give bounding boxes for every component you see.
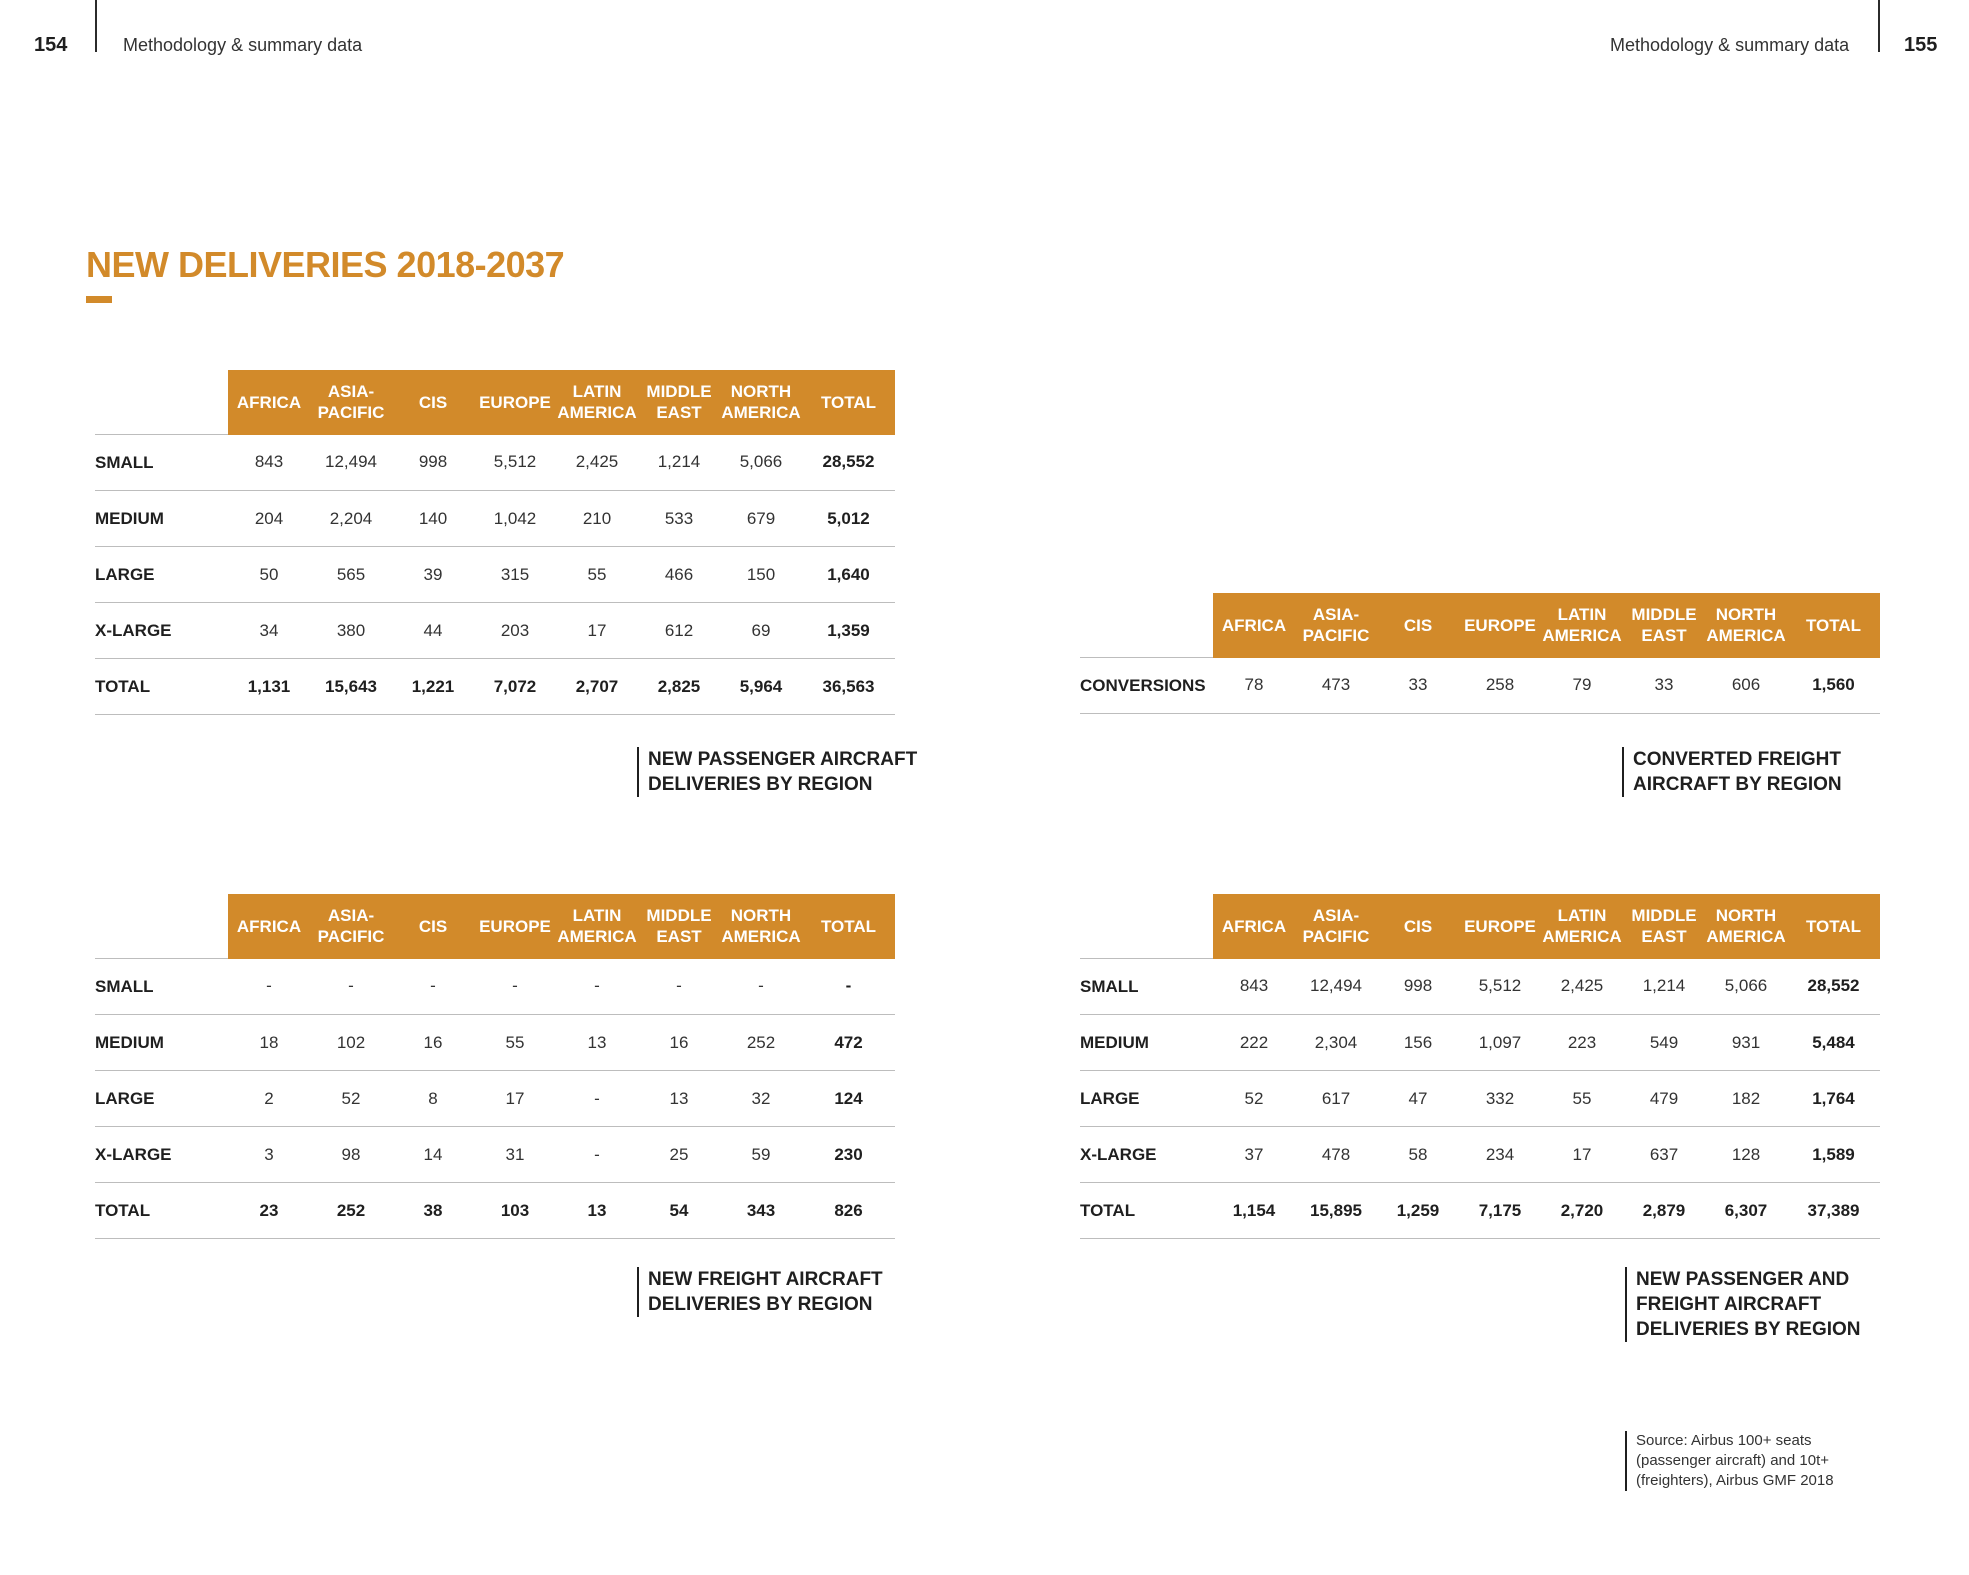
column-header-line: AFRICA [1221,916,1287,936]
column-header-line: AMERICA [721,927,801,947]
header-corner [1080,894,1213,959]
table-cell: 252 [310,1183,392,1239]
column-header [802,894,895,959]
conversions-table [1080,593,1880,714]
header-corner [95,894,228,959]
column-header-line: PACIFIC [1302,927,1370,947]
table-cell: 5,512 [1459,959,1541,1015]
column-header-line: MIDDLE [646,382,712,402]
table-row [95,1183,895,1239]
table-row [1080,1127,1880,1183]
table-cell: 466 [638,547,720,603]
table-cell: 25 [638,1127,720,1183]
table-cell: 182 [1705,1071,1787,1127]
table-cell: 252 [720,1015,802,1071]
table-cell: 98 [310,1127,392,1183]
column-header-line: CIS [1403,615,1433,635]
table-cell: 69 [720,603,802,659]
table-cell: 47 [1377,1071,1459,1127]
table-cell: 549 [1623,1015,1705,1071]
table-cell: 2,879 [1623,1183,1705,1239]
header-corner [1080,593,1213,658]
column-header [474,370,556,435]
table-row [95,603,895,659]
header-divider-right [1878,0,1880,52]
table-cell: 617 [1295,1071,1377,1127]
table-cell: 343 [720,1183,802,1239]
table-cell: - [228,959,310,1015]
column-header [1213,894,1295,959]
table-cell: 17 [1541,1127,1623,1183]
table-cell: 679 [720,491,802,547]
left-page-number: 154 [34,34,68,56]
table-cell: 150 [720,547,802,603]
table-cell: 39 [392,547,474,603]
caption-line: FREIGHT AIRCRAFT [1636,1294,1822,1315]
column-header [1787,593,1880,658]
column-header-line: AMERICA [721,403,801,423]
table-cell: 34 [228,603,310,659]
table-cell: 140 [392,491,474,547]
column-header [228,894,310,959]
column-header-line: EAST [1641,927,1687,947]
column-header [1377,593,1459,658]
table-cell: 380 [310,603,392,659]
table-cell: 843 [228,435,310,491]
header-divider-left [95,0,97,52]
table-cell: 23 [228,1183,310,1239]
column-header [720,370,802,435]
table-cell: 606 [1705,658,1787,714]
column-header-line: AMERICA [557,403,637,423]
row-label: MEDIUM [95,491,228,547]
table-cell: 37 [1213,1127,1295,1183]
passenger-deliveries-table [95,370,895,715]
title-accent-dash [86,296,112,303]
caption-line: CONVERTED FREIGHT [1633,749,1841,770]
row-label: TOTAL [1080,1183,1213,1239]
passenger-table-caption [637,747,917,797]
table-cell: 332 [1459,1071,1541,1127]
column-header [1295,593,1377,658]
table-cell: 8 [392,1071,474,1127]
table-cell: - [392,959,474,1015]
table-cell: 14 [392,1127,474,1183]
table-row [1080,1071,1880,1127]
row-label: LARGE [95,547,228,603]
table-cell: 38 [392,1183,474,1239]
table-cell: 565 [310,547,392,603]
table-row [95,1071,895,1127]
row-label: LARGE [1080,1071,1213,1127]
table-cell: 1,259 [1377,1183,1459,1239]
table-cell: 612 [638,603,720,659]
table-cell: 2,707 [556,659,638,715]
column-header-line: LATIN [572,382,622,402]
row-label: TOTAL [95,659,228,715]
column-header [1623,894,1705,959]
row-total-cell: 472 [802,1015,895,1071]
right-page-number: 155 [1904,34,1938,56]
row-label: X-LARGE [1080,1127,1213,1183]
row-label: SMALL [95,435,228,491]
combined-deliveries-table [1080,894,1880,1239]
table-cell: - [556,1071,638,1127]
table-cell: 1,214 [1623,959,1705,1015]
table-cell: 2,204 [310,491,392,547]
table-cell: 931 [1705,1015,1787,1071]
table-cell: - [720,959,802,1015]
column-header-line: TOTAL [820,916,877,936]
row-total-cell: 28,552 [1787,959,1880,1015]
column-header-line: ASIA- [327,906,375,926]
right-running-head: Methodology & summary data [1610,35,1850,55]
table-row [95,435,895,491]
row-total-cell: - [802,959,895,1015]
column-header-line: AFRICA [236,916,302,936]
row-total-cell: 230 [802,1127,895,1183]
table-cell: 998 [392,435,474,491]
column-header-line: AFRICA [236,392,302,412]
table-cell: 33 [1623,658,1705,714]
column-header-line: AFRICA [1221,615,1287,635]
row-total-cell: 37,389 [1787,1183,1880,1239]
source-line: (freighters), Airbus GMF 2018 [1636,1472,1834,1489]
row-total-cell: 28,552 [802,435,895,491]
row-label: X-LARGE [95,603,228,659]
table-cell: - [310,959,392,1015]
column-header [1213,593,1295,658]
freight-table-caption [637,1267,883,1317]
table-cell: 5,066 [720,435,802,491]
caption-line: DELIVERIES BY REGION [1636,1319,1861,1340]
row-total-cell: 826 [802,1183,895,1239]
table-cell: 479 [1623,1071,1705,1127]
table-cell: 32 [720,1071,802,1127]
header-corner [95,370,228,435]
caption-line: AIRCRAFT BY REGION [1633,774,1842,795]
column-header [556,370,638,435]
table-cell: 203 [474,603,556,659]
column-header [1705,894,1787,959]
source-note [1625,1431,1834,1491]
column-header [1295,894,1377,959]
column-header [1623,593,1705,658]
table-cell: 2,304 [1295,1015,1377,1071]
table-cell: 12,494 [1295,959,1377,1015]
table-cell: 13 [556,1015,638,1071]
table-cell: 52 [1213,1071,1295,1127]
row-label: SMALL [95,959,228,1015]
column-header-line: ASIA- [1312,906,1360,926]
column-header-line: NORTH [1715,906,1777,926]
table-cell: 2,425 [556,435,638,491]
table-cell: 13 [638,1071,720,1127]
column-header [1459,894,1541,959]
table-cell: 7,175 [1459,1183,1541,1239]
column-header-line: EAST [656,927,702,947]
table-cell: 1,097 [1459,1015,1541,1071]
column-header-line: LATIN [1557,906,1607,926]
table-row [1080,658,1880,714]
column-header-line: CIS [418,916,448,936]
column-header [720,894,802,959]
table-cell: 58 [1377,1127,1459,1183]
column-header-line: LATIN [1557,605,1607,625]
column-header-line: TOTAL [820,392,877,412]
table-cell: 7,072 [474,659,556,715]
table-cell: 315 [474,547,556,603]
table-cell: 15,895 [1295,1183,1377,1239]
table-cell: 2,720 [1541,1183,1623,1239]
row-label: MEDIUM [1080,1015,1213,1071]
column-header-line: EAST [1641,626,1687,646]
column-header-line: TOTAL [1805,615,1862,635]
table-cell: 55 [474,1015,556,1071]
column-header [1459,593,1541,658]
table-cell: 998 [1377,959,1459,1015]
table-row [95,659,895,715]
table-cell: 2,825 [638,659,720,715]
column-header-line: MIDDLE [1631,906,1697,926]
column-header-line: NORTH [1715,605,1777,625]
row-total-cell: 5,484 [1787,1015,1880,1071]
column-header-line: NORTH [730,382,792,402]
table-cell: 5,512 [474,435,556,491]
column-header-line: LATIN [572,906,622,926]
row-label: SMALL [1080,959,1213,1015]
freight-deliveries-table [95,894,895,1239]
table-cell: 44 [392,603,474,659]
row-total-cell: 5,012 [802,491,895,547]
column-header-line: PACIFIC [317,927,385,947]
column-header-line: TOTAL [1805,916,1862,936]
table-cell: 222 [1213,1015,1295,1071]
table-cell: 17 [556,603,638,659]
column-header [556,894,638,959]
table-cell: 2,425 [1541,959,1623,1015]
table-cell: 128 [1705,1127,1787,1183]
source-line: Source: Airbus 100+ seats [1636,1432,1812,1449]
table-cell: 1,221 [392,659,474,715]
column-header-line: AMERICA [1706,626,1786,646]
column-header-line: EUROPE [479,916,551,936]
column-header [1541,593,1623,658]
table-cell: 52 [310,1071,392,1127]
column-header-line: AMERICA [1542,927,1622,947]
table-cell: 12,494 [310,435,392,491]
table-cell: 533 [638,491,720,547]
combined-table-caption [1625,1267,1861,1342]
row-total-cell: 36,563 [802,659,895,715]
column-header-line: MIDDLE [1631,605,1697,625]
column-header-line: CIS [1403,916,1433,936]
row-label: MEDIUM [95,1015,228,1071]
table-cell: 102 [310,1015,392,1071]
caption-line: DELIVERIES BY REGION [648,1294,873,1315]
table-cell: 15,643 [310,659,392,715]
left-running-head: Methodology & summary data [123,35,363,55]
section-title: NEW DELIVERIES 2018-2037 [86,244,565,285]
column-header-line: ASIA- [327,382,375,402]
column-header [802,370,895,435]
table-cell: - [474,959,556,1015]
column-header-line: NORTH [730,906,792,926]
column-header-line: CIS [418,392,448,412]
column-header [1377,894,1459,959]
table-cell: - [556,1127,638,1183]
source-line: (passenger aircraft) and 10t+ [1636,1452,1830,1469]
column-header-line: PACIFIC [1302,626,1370,646]
table-cell: 13 [556,1183,638,1239]
table-cell: 31 [474,1127,556,1183]
row-total-cell: 1,589 [1787,1127,1880,1183]
table-cell: 5,964 [720,659,802,715]
table-cell: 156 [1377,1015,1459,1071]
caption-line: DELIVERIES BY REGION [648,774,873,795]
column-header [638,894,720,959]
column-header [638,370,720,435]
table-cell: 2 [228,1071,310,1127]
table-cell: 17 [474,1071,556,1127]
column-header [228,370,310,435]
row-label: TOTAL [95,1183,228,1239]
conversions-table-caption [1622,747,1842,797]
table-cell: - [638,959,720,1015]
table-cell: 78 [1213,658,1295,714]
table-cell: 1,042 [474,491,556,547]
row-label: CONVERSIONS [1080,658,1213,714]
table-cell: 55 [556,547,638,603]
table-cell: 50 [228,547,310,603]
column-header-line: EAST [656,403,702,423]
column-header-line: AMERICA [1706,927,1786,947]
table-cell: 843 [1213,959,1295,1015]
caption-line: NEW PASSENGER AND [1636,1269,1850,1290]
column-header-line: ASIA- [1312,605,1360,625]
table-cell: 54 [638,1183,720,1239]
caption-line: NEW FREIGHT AIRCRAFT [648,1269,883,1290]
row-total-cell: 1,764 [1787,1071,1880,1127]
column-header [1705,593,1787,658]
table-cell: 16 [392,1015,474,1071]
table-cell: 16 [638,1015,720,1071]
row-total-cell: 1,560 [1787,658,1880,714]
table-cell: 210 [556,491,638,547]
table-row [95,1127,895,1183]
row-total-cell: 124 [802,1071,895,1127]
column-header [474,894,556,959]
table-cell: 234 [1459,1127,1541,1183]
table-cell: 33 [1377,658,1459,714]
table-cell: 6,307 [1705,1183,1787,1239]
table-cell: 637 [1623,1127,1705,1183]
caption-line: NEW PASSENGER AIRCRAFT [648,749,918,770]
table-cell: 3 [228,1127,310,1183]
table-cell: 5,066 [1705,959,1787,1015]
table-row [95,491,895,547]
table-cell: 478 [1295,1127,1377,1183]
table-cell: 473 [1295,658,1377,714]
table-cell: 204 [228,491,310,547]
table-cell: 223 [1541,1015,1623,1071]
column-header [392,370,474,435]
table-cell: 18 [228,1015,310,1071]
table-row [1080,959,1880,1015]
row-total-cell: 1,640 [802,547,895,603]
column-header-line: EUROPE [479,392,551,412]
table-cell: 55 [1541,1071,1623,1127]
table-cell: 103 [474,1183,556,1239]
column-header [1787,894,1880,959]
table-row [1080,1015,1880,1071]
table-row [95,959,895,1015]
column-header [392,894,474,959]
column-header-line: AMERICA [1542,626,1622,646]
column-header-line: MIDDLE [646,906,712,926]
column-header [310,370,392,435]
table-cell: 59 [720,1127,802,1183]
table-cell: 1,154 [1213,1183,1295,1239]
table-row [1080,1183,1880,1239]
column-header-line: AMERICA [557,927,637,947]
row-label: LARGE [95,1071,228,1127]
table-cell: 1,214 [638,435,720,491]
column-header [1541,894,1623,959]
column-header [310,894,392,959]
column-header-line: EUROPE [1464,916,1536,936]
table-cell: 79 [1541,658,1623,714]
table-cell: - [556,959,638,1015]
table-row [95,547,895,603]
table-row [95,1015,895,1071]
table-cell: 1,131 [228,659,310,715]
column-header-line: PACIFIC [317,403,385,423]
column-header-line: EUROPE [1464,615,1536,635]
row-total-cell: 1,359 [802,603,895,659]
table-cell: 258 [1459,658,1541,714]
row-label: X-LARGE [95,1127,228,1183]
